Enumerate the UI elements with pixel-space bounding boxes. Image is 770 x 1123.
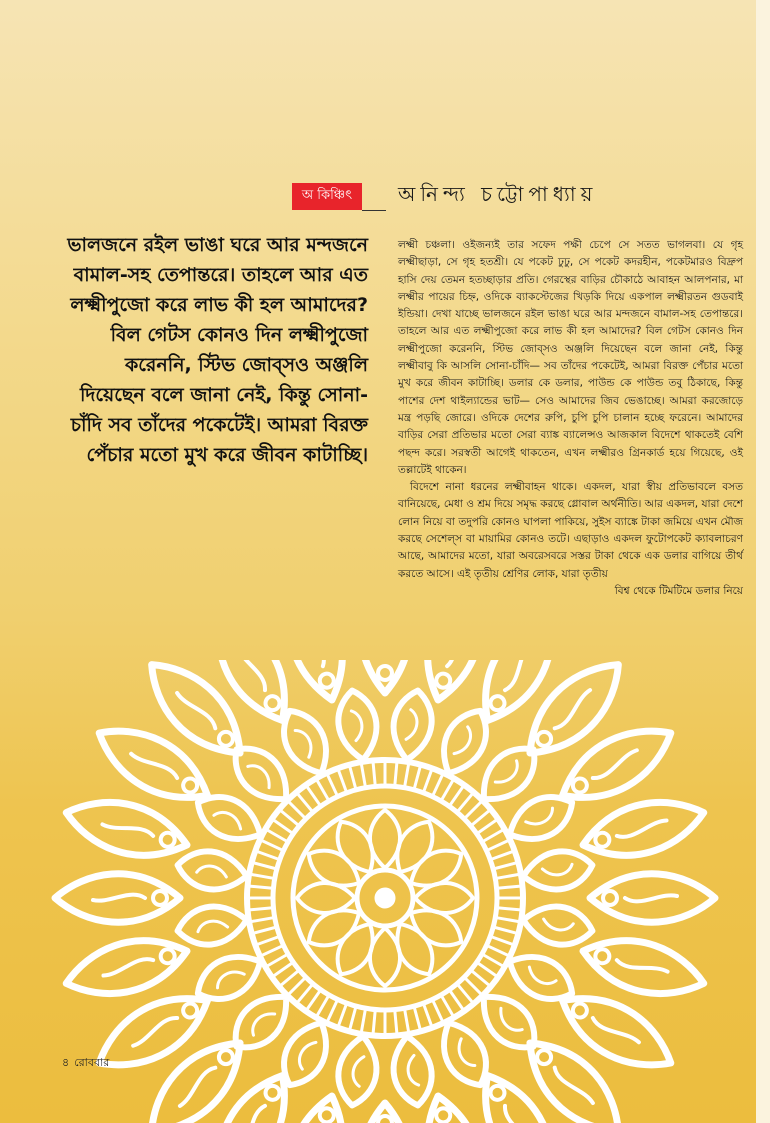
alpana-stroke [388, 688, 436, 763]
outer-petal [577, 789, 710, 868]
hatch-line [478, 820, 496, 833]
hatch-line [267, 830, 286, 841]
alpana-stroke [351, 710, 364, 741]
alpana-stroke [526, 808, 556, 829]
alpana-stroke [616, 820, 668, 839]
hatch-line [254, 928, 275, 934]
alpana-stroke [351, 1055, 364, 1086]
hatch-line [267, 955, 286, 966]
alpana-stroke [526, 967, 556, 988]
middle-petal [388, 688, 436, 763]
alpana-stroke [175, 901, 250, 949]
middle-petal [334, 688, 382, 763]
hatch-line [424, 770, 432, 791]
alpana-stroke [435, 672, 452, 689]
hatch-line [274, 963, 292, 976]
hatch-line [328, 1001, 337, 1021]
middle-petal [520, 847, 595, 895]
pull-quote: ভালজনে রইল ভাঙা ঘরে আর মন্দজনে বামাল-সহ তেপান্তরে। তাহলে আর এত লক্ষ্মীপুজো করে লাভ কী হল আমাদের? বিল গেটস কোনও দিন লক্ষ্মীপুজো করেননি, স্টিভ জোব্‌সও অঞ্জলি দিয়েছেন বলে জানা নেই, কিন্তু সোনা-চাঁদি সব তাঁদের পকেটেই। আমরা বিরক্ত পেঁচার মতো মুখ করে জীবন কাটাচ্ছি। [67, 234, 368, 466]
hatch-line [499, 908, 521, 910]
alpana-stroke [153, 891, 167, 905]
hatch-line [307, 991, 320, 1009]
hatch-line [415, 767, 421, 788]
alpana-stroke [542, 864, 573, 877]
alpana-stroke [159, 831, 176, 848]
hatch-line [251, 874, 273, 878]
body-paragraph-2: বিদেশে নানা ধরনের লক্ষ্মীবাহন থাকে। একদল, যারা স্বীয় প্রতিভাবলে বসত বানিয়েছে, মেধা ও শ্রম দিয়ে সমৃদ্ধ করছে গ্লোবাল অর্থনীতি। আর একদল, যারা দেশে লোন নিয়ে বা তদুপরি কোনও ঘাপলা পাকিয়ে, সুইস ব্যাঙ্কে টাকা জমিয়ে এখন মৌজ করছে সেশেল্‌স বা মায়ামির কোনও তটে। এছাড়াও একদল ফুটোপকেট ক্যাবলাচরণ আছে, আমাদের মতো, যারা অবরেসবরে সস্তর টাকা থেকে এক ডলার বাগিয়ে তীর্থ করতে আসে। এই তৃতীয় শ্রেণির লোক, যারা তৃতীয় [398, 481, 743, 580]
hatch-line [492, 852, 513, 860]
alpana-stroke [361, 1103, 409, 1123]
middle-petal [175, 847, 250, 895]
hatch-line [350, 1008, 356, 1029]
alpana-stroke [495, 1008, 522, 1035]
alpana-stroke [307, 660, 326, 667]
page-edge [756, 0, 770, 1123]
alpana-stroke [454, 727, 475, 757]
outer-petal [577, 928, 710, 1007]
hatch-line [339, 1005, 347, 1026]
alpana-stroke [435, 1107, 452, 1123]
outer-petal [361, 660, 409, 693]
alpana-stroke [237, 660, 268, 691]
page-number: ৪ [62, 1056, 70, 1069]
alpana-stroke [406, 1055, 419, 1086]
hatch-line [289, 802, 305, 818]
hatch-line [405, 764, 409, 786]
alpana-stroke [214, 808, 244, 829]
hatch-line [484, 830, 503, 841]
hatch-line [251, 918, 273, 922]
alpana-stroke [295, 1039, 316, 1069]
hatch-line [450, 991, 463, 1009]
hatch-line [458, 794, 472, 811]
alpana-stroke [406, 710, 419, 741]
alpana-stroke [131, 749, 179, 780]
outer-petal [55, 874, 180, 922]
hatch-line [442, 780, 453, 799]
hatch-line [361, 1010, 365, 1032]
page-footer [62, 1054, 109, 1073]
alpana-stroke [603, 891, 617, 905]
hatch-line [492, 937, 513, 945]
hatch-line [262, 946, 282, 955]
alpana-stroke [591, 1016, 639, 1047]
hatch-line [433, 775, 442, 795]
hatch-line [499, 886, 521, 888]
outer-petal [60, 789, 193, 868]
outer-petal [590, 874, 715, 922]
alpana-stroke [592, 750, 640, 781]
hatch-line [488, 841, 508, 850]
hatch-line [317, 780, 328, 799]
alpana-stroke [177, 689, 218, 730]
alpana-stroke [495, 761, 522, 788]
body-paragraph-1: লক্ষ্মী চঞ্চলা। ওইজন্যই তার সফেদ পক্ষী চেপে সে সতত ভাগলবা। যে গৃহ লক্ষ্মীছাড়া, সে গৃহ হতশ্রী। যে পকেট ঢুঢু, সে পকেট কদরহীন, পকেটমারও বিদ্রুপ হাসি দেয় তেমন হতচ্ছাড়ার প্রতি। গেরস্থের বাড়ির চৌকাঠে আবাহন আলপনার, মা লক্ষ্মীর পায়ের চিহ্ন, ওদিকে ব্যাকস্টেজের খিড়কি দিয়ে একপাল লক্ষ্মীরতন গুডবাই ইন্ডিয়া। দেখা যাচ্ছে ভালজনে রইল ভাঙা ঘরে আর মন্দজনে বামাল-সহ তেপান্তরে। তাহলে আর এত লক্ষ্মীপুজো করে লাভ কী হল আমাদের? বিল গেটস কোনও দিন লক্ষ্মীপুজো করেননি, স্টিভ জোব্‌সও অঞ্জলি দিয়েছেন বলে জানা নেই, কিন্তু লক্ষ্মীবাবু কি আসলি সোনা-চাঁদি— সব তাঁদের পকেটেই, আমরা বিরক্ত পেঁচার মতো মুখ করে জীবন কাটাচ্ছি। ডলার কে ডলার, পাউন্ড কে পাউন্ড তবু ঠিকাছে, কিন্তু পাশের দেশ থাইল্যান্ডের ভাট— সেও আমাদের জিব ভেঙাচ্ছে। আমরা করজোড়ে মন্ত্র পড়ছি জোরে। ওদিকে দেশের রুপি, চুপি চুপি চালান হচ্ছে ফরেনে। আমাদের বাড়ির সেরা প্রতিভার মতো সেরা ব্যাঙ্ক ব্যালেন্সও আজকাল বিদেশে থাকতেই বেশি পছন্দ করে। সরস্বতী আগেই থাকতেন, এখন লক্ষ্মীরও গ্রিনকার্ড হয়ে গিয়েছে, ওই তল্লাটেই থাকেন। [398, 239, 743, 476]
alpana-stroke [542, 919, 573, 932]
middle-petal [388, 1033, 436, 1108]
hatch-line [488, 946, 508, 955]
hatch-line [495, 928, 516, 934]
alpana-stroke [248, 761, 275, 788]
middle-petal [175, 901, 250, 949]
hatch-line [373, 1012, 375, 1034]
hatch-line [339, 770, 347, 791]
hatch-line [433, 1001, 442, 1021]
hatch-line [373, 763, 375, 785]
alpana-stroke [318, 1107, 335, 1123]
alpana-stroke [378, 1116, 392, 1123]
hatch-line [257, 852, 278, 860]
hatch-line [250, 886, 272, 888]
alpana-stroke [616, 958, 668, 977]
alpana-stroke [552, 1066, 593, 1107]
alpana-stroke [130, 1015, 178, 1046]
alpana-stroke [520, 847, 595, 895]
hatch-line [495, 863, 516, 869]
alpana-stroke [388, 1033, 436, 1108]
magazine-name: রোববার [74, 1056, 110, 1069]
alpana-stroke [625, 895, 677, 901]
hatch-line [466, 979, 482, 995]
alpana-stroke [553, 690, 594, 731]
hatch-line [466, 802, 482, 818]
hatch-line [274, 820, 292, 833]
alpana-stroke [318, 672, 335, 689]
alpana-stroke [197, 864, 228, 877]
hatch-line [361, 764, 365, 786]
alpana-stroke [334, 688, 382, 763]
hatch-line [257, 937, 278, 945]
hatch-line [395, 1012, 397, 1034]
alpana-stroke [248, 1008, 275, 1035]
outer-petal [60, 928, 193, 1007]
hatch-line [497, 918, 519, 922]
hatch-line [478, 963, 496, 976]
alpana-stroke [102, 819, 154, 838]
column-tag: অ কিঞ্চিৎ [292, 183, 362, 210]
hatch-line [424, 1005, 432, 1026]
hatch-line [484, 955, 503, 966]
hatch-line [262, 841, 282, 850]
hatch-line [458, 985, 472, 1002]
alpana-stroke [93, 895, 145, 901]
alpana-stroke [334, 1033, 382, 1108]
hatch-line [328, 775, 337, 795]
alpana-stroke [454, 1039, 475, 1069]
body-paragraph-3: বিশ্ব থেকে টিমটিমে ডলার নিয়ে [614, 584, 743, 597]
alpana-stroke [445, 660, 464, 667]
alpana-mandala-illustration [0, 660, 770, 1123]
author-byline: অনিন্দ্য চট্টোপাধ্যায় [398, 182, 598, 206]
hatch-line [254, 863, 275, 869]
tag-rule-divider [362, 210, 386, 211]
outer-petal [361, 1103, 409, 1123]
alpana-stroke [102, 957, 154, 976]
hatch-line [405, 1010, 409, 1032]
article-body [398, 237, 743, 600]
hatch-line [450, 787, 463, 805]
hatch-line [250, 908, 272, 910]
hatch-line [442, 997, 453, 1016]
alpana-stroke [176, 1065, 217, 1106]
hatch-line [472, 971, 489, 985]
hatch-line [307, 787, 320, 805]
hatch-line [472, 811, 489, 825]
hatch-line [298, 794, 312, 811]
hatch-line [298, 985, 312, 1002]
alpana-stroke [295, 727, 316, 757]
hatch-line [415, 1008, 421, 1029]
alpana-stroke [197, 919, 228, 932]
hatch-line [497, 874, 519, 878]
alpana-stroke [214, 967, 244, 988]
alpana-stroke [159, 948, 176, 965]
alpana-stroke [520, 901, 595, 949]
alpana-stroke [378, 666, 392, 680]
hatch-line [395, 763, 397, 785]
hatch-line [289, 979, 305, 995]
hatch-line [281, 811, 298, 825]
hatch-line [317, 997, 328, 1016]
alpana-stroke [594, 831, 611, 848]
alpana-stroke [503, 660, 534, 692]
hatch-line [350, 767, 356, 788]
center-dot [375, 888, 395, 908]
hatch-line [281, 971, 298, 985]
alpana-stroke [594, 948, 611, 965]
middle-petal [520, 901, 595, 949]
alpana-stroke [175, 847, 250, 895]
middle-petal [334, 1033, 382, 1108]
